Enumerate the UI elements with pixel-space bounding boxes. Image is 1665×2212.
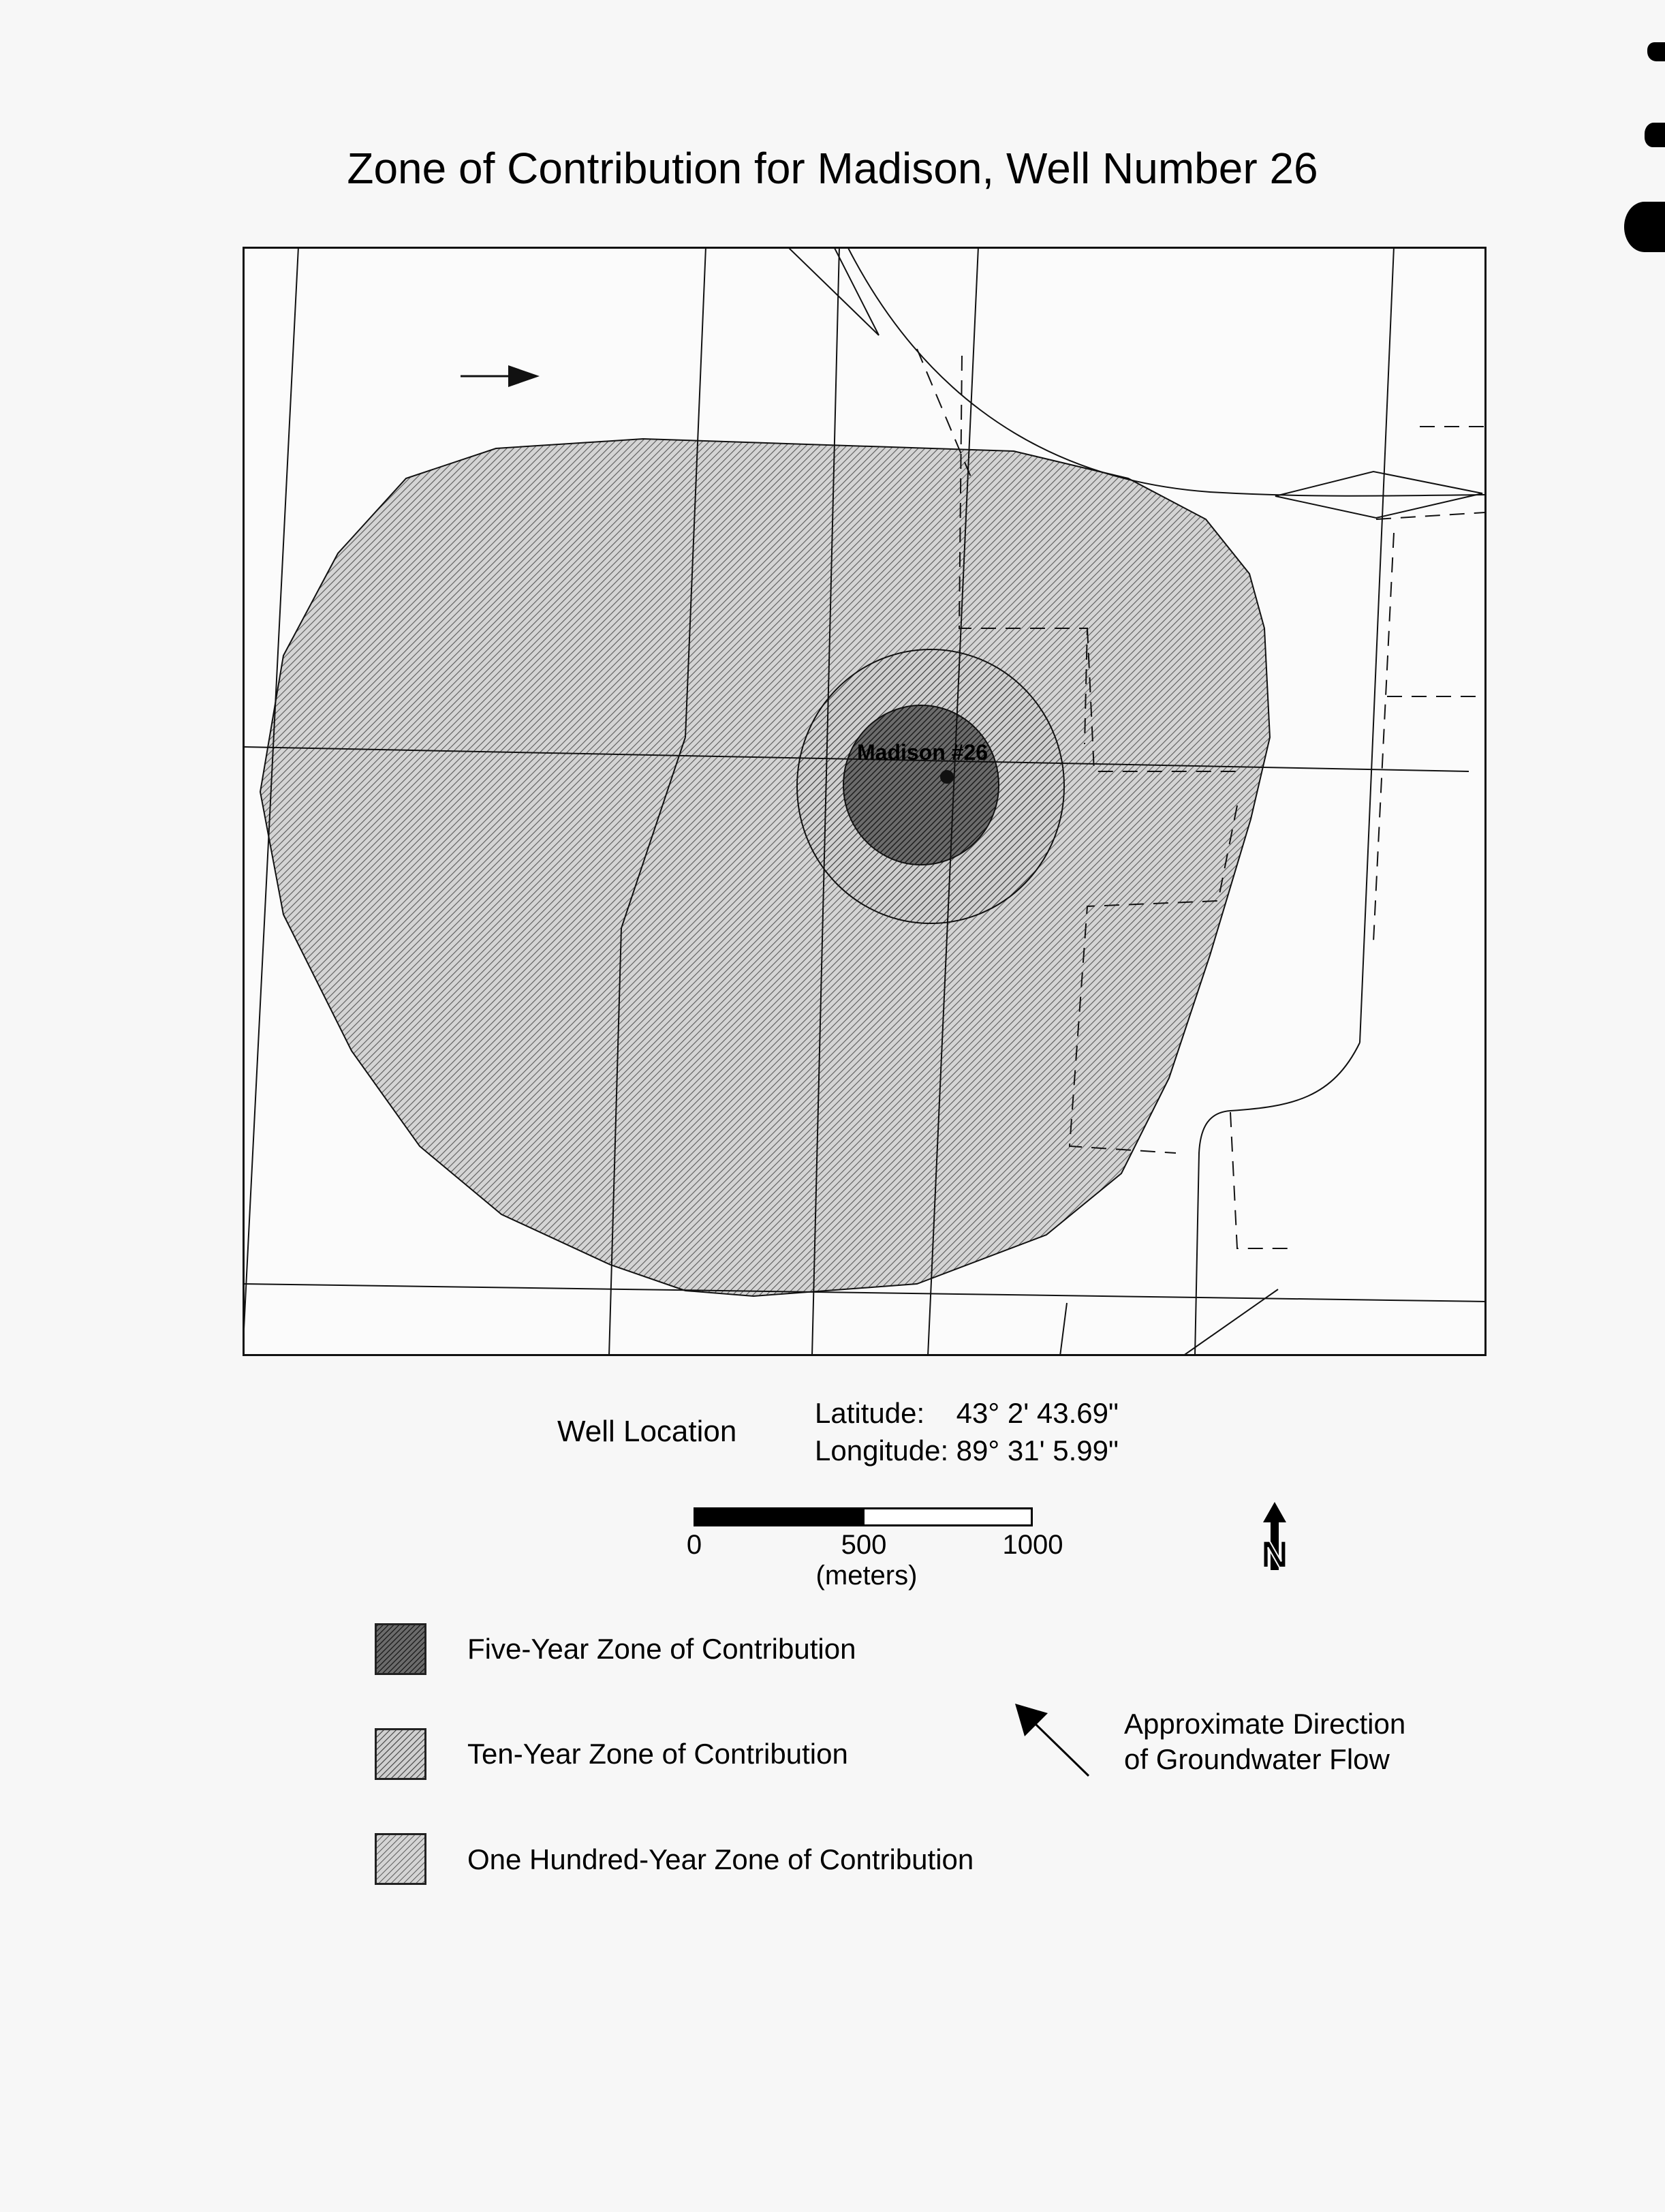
flow-label-line-1: Approximate Direction <box>1124 1708 1406 1740</box>
page-title: Zone of Contribution for Madison, Well Number 26 <box>347 144 1318 193</box>
latitude-label: Latitude: <box>815 1397 925 1429</box>
well-label: Madison #26 <box>857 740 989 765</box>
scale-tick-0: 0 <box>686 1530 702 1560</box>
scale-tick-1000: 1000 <box>1002 1530 1063 1560</box>
legend-label-ten-year: Ten-Year Zone of Contribution <box>467 1738 848 1770</box>
latitude-value: 43° 2' 43.69" <box>956 1397 1119 1429</box>
legend-swatch-five-year <box>375 1623 426 1675</box>
latitude-row <box>815 1397 1119 1430</box>
north-letter: N <box>1260 1533 1289 1570</box>
legend-swatch-ten-year <box>375 1728 426 1780</box>
scan-mark <box>1647 42 1665 61</box>
flow-label-line-2: of Groundwater Flow <box>1124 1743 1390 1775</box>
longitude-row <box>815 1434 1119 1467</box>
well-point <box>940 770 954 784</box>
north-arrow-icon <box>1249 1502 1300 1570</box>
flow-arrow-icon <box>1015 1704 1091 1779</box>
scale-tick-500: 500 <box>841 1530 887 1560</box>
scan-mark <box>1645 123 1665 147</box>
map-panel <box>243 247 1487 1356</box>
scale-unit: (meters) <box>815 1561 918 1591</box>
scan-mark <box>1624 202 1665 252</box>
legend-label-hundred-year: One Hundred-Year Zone of Contribution <box>467 1843 974 1875</box>
longitude-value: 89° 31' 5.99" <box>956 1434 1119 1466</box>
longitude-label: Longitude: <box>815 1434 949 1466</box>
legend-swatch-hundred-year <box>375 1833 426 1885</box>
well-location-label: Well Location <box>557 1415 737 1448</box>
scale-bar <box>694 1507 1033 1526</box>
five-year-zone <box>843 705 999 865</box>
legend-label-five-year: Five-Year Zone of Contribution <box>467 1633 856 1665</box>
